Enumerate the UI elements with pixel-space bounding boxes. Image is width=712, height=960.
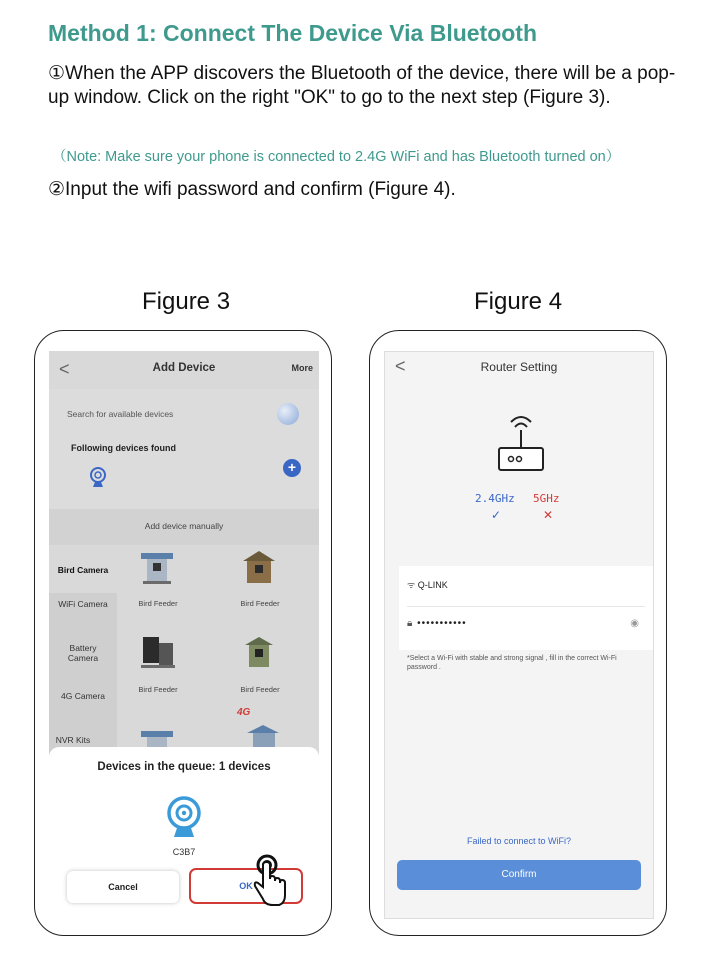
wifi-form xyxy=(399,566,653,650)
figure-4-title: Figure 4 xyxy=(474,288,563,315)
device-code: C3B7 xyxy=(172,847,196,857)
step-2-text: ②Input the wifi password and confirm (Figure 4). xyxy=(48,179,456,200)
wifi-icon: ᯤ xyxy=(407,580,418,590)
cancel-button[interactable]: Cancel xyxy=(67,871,179,903)
add-manually-label: Add device manually xyxy=(144,521,224,531)
bird-feeder-image[interactable] xyxy=(229,633,289,673)
band-24ghz-label: 2.4GHz xyxy=(475,492,515,505)
confirm-button[interactable]: Confirm xyxy=(397,860,641,890)
eye-icon[interactable]: ◉ xyxy=(630,618,639,629)
found-label: Following devices found xyxy=(71,443,177,453)
bird-feeder-image[interactable] xyxy=(127,633,187,673)
ssid-value: Q-LINK xyxy=(417,580,448,590)
category-battery-camera[interactable]: Battery Camera xyxy=(67,643,99,663)
bird-feeder-image[interactable] xyxy=(229,549,289,589)
category-wifi-camera[interactable]: WiFi Camera xyxy=(58,599,108,609)
search-label: Search for available devices xyxy=(67,409,174,419)
ssid-field[interactable] xyxy=(407,578,448,591)
add-device-screen xyxy=(49,351,319,919)
product-label: Bird Feeder xyxy=(240,685,280,694)
note-text: （Note: Make sure your phone is connected to 2.4G WiFi and has Bluetooth turned on） xyxy=(52,149,621,165)
category-nvr-kits[interactable]: NVR Kits xyxy=(55,735,91,745)
category-4g-camera[interactable]: 4G Camera xyxy=(61,691,105,701)
lock-icon: 🔒︎ xyxy=(407,618,418,629)
password-field[interactable] xyxy=(407,618,467,629)
failed-to-connect-link[interactable]: Failed to connect to WiFi? xyxy=(466,836,572,846)
add-device-title: Add Device xyxy=(152,362,216,374)
cross-icon: ✕ xyxy=(543,508,554,522)
divider xyxy=(407,606,645,607)
step-1-text: ①When the APP discovers the Bluetooth of the device, there will be a pop-up window. Click on the right "OK" to go to the next step (Figure 3). xyxy=(48,63,676,108)
category-bird-camera[interactable]: Bird Camera xyxy=(49,547,117,593)
camera-icon[interactable] xyxy=(89,467,107,489)
check-icon: ✓ xyxy=(491,508,502,522)
search-section xyxy=(49,389,319,509)
router-setting-screen xyxy=(384,351,654,919)
more-button[interactable]: More xyxy=(291,363,313,373)
router-setting-title: Router Setting xyxy=(480,360,558,374)
tap-hand-icon xyxy=(247,853,287,909)
phone-figure-4 xyxy=(369,330,667,936)
figure-3-title: Figure 3 xyxy=(142,288,231,315)
4g-badge: 4G xyxy=(237,707,251,718)
back-icon[interactable]: < xyxy=(59,359,70,379)
bird-feeder-image[interactable] xyxy=(127,549,187,589)
product-label: Bird Feeder xyxy=(138,599,178,608)
router-icon xyxy=(491,408,551,480)
page-heading: Method 1: Connect The Device Via Bluetooth xyxy=(48,20,538,46)
add-found-device-button[interactable]: + xyxy=(283,459,301,477)
queue-title: Devices in the queue: 1 devices xyxy=(97,761,271,773)
product-label: Bird Feeder xyxy=(138,685,178,694)
product-label: Bird Feeder xyxy=(240,599,280,608)
camera-icon xyxy=(166,795,202,839)
add-manually-row[interactable] xyxy=(49,509,319,545)
radar-icon xyxy=(277,403,299,425)
band-5ghz-label: 5GHz xyxy=(533,492,560,505)
password-value: ••••••••••• xyxy=(417,618,467,629)
ok-button[interactable]: OK xyxy=(189,868,303,904)
phone-figure-3 xyxy=(34,330,332,936)
wifi-hint: *Select a Wi-Fi with stable and strong signal , fill in the correct Wi-Fi password . xyxy=(407,655,617,671)
add-device-header xyxy=(49,351,319,387)
back-icon[interactable]: < xyxy=(395,356,406,376)
